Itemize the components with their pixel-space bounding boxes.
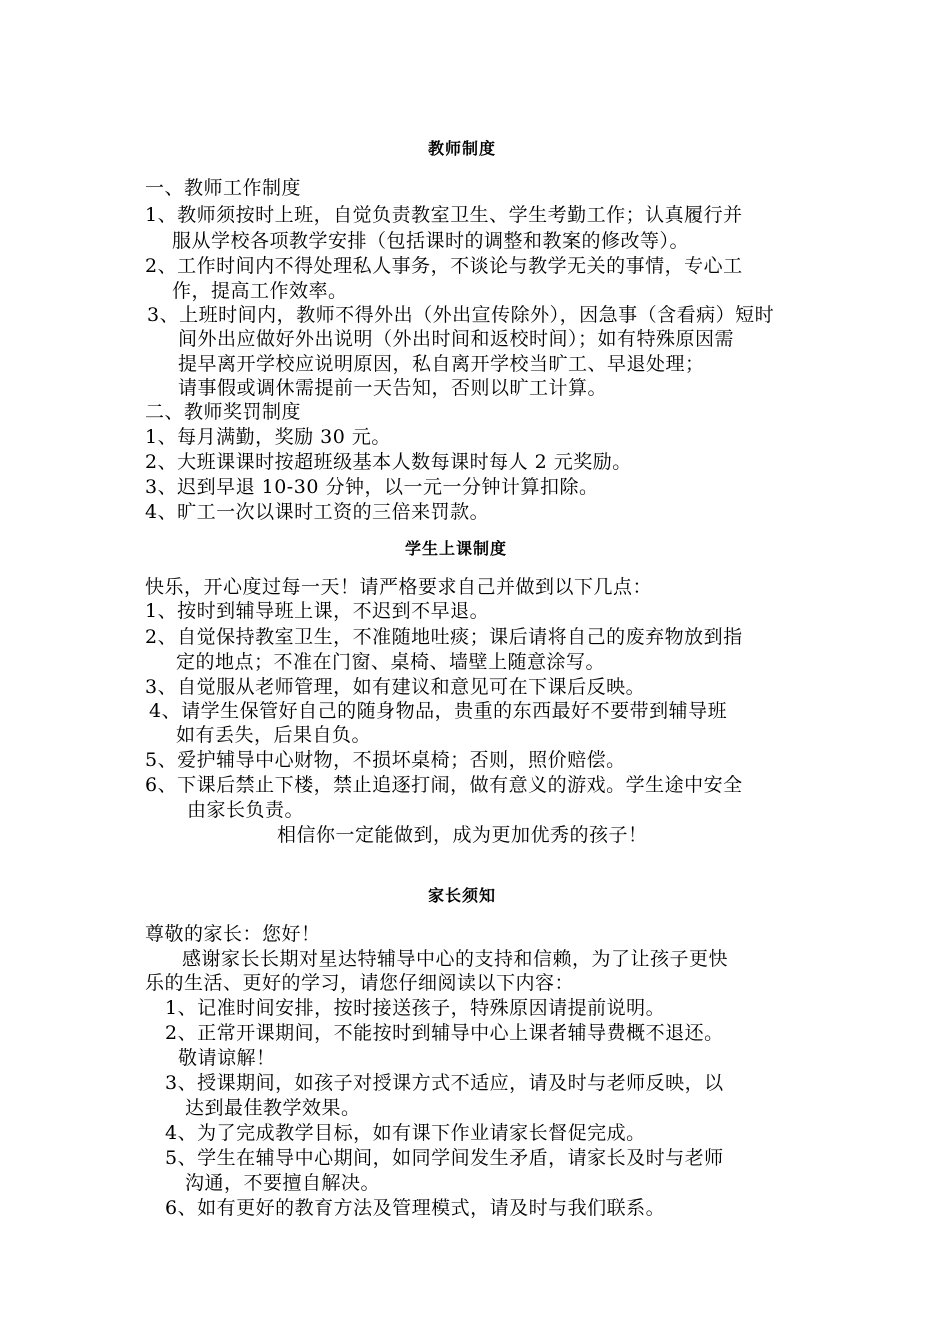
parent-notice-item: 1、记准时间安排，按时接送孩子，特殊原因请提前说明。 [165, 997, 666, 1019]
teacher-reward-item: 3、迟到早退 10-30 分钟，以一元一分钟计算扣除。 [145, 476, 599, 498]
student-rule-item: 6、下课后禁止下楼，禁止追逐打闹，做有意义的游戏。学生途中安全 [145, 774, 743, 796]
parent-intro: 感谢家长长期对星达特辅导中心的支持和信赖，为了让孩子更快 [182, 948, 729, 970]
student-rule-item: 4、请学生保管好自己的随身物品，贵重的东西最好不要带到辅导班 [149, 700, 728, 722]
student-rule-item: 定的地点；不准在门窗、桌椅、墙壁上随意涂写。 [176, 651, 606, 673]
parent-notice-title: 家长须知 [428, 886, 497, 905]
teacher-work-item: 请事假或调休需提前一天告知，否则以旷工计算。 [178, 377, 608, 399]
student-rule-item: 1、按时到辅导班上课，不迟到不早退。 [145, 600, 490, 622]
teacher-reward-heading: 二、教师奖罚制度 [145, 401, 302, 423]
parent-notice-item: 敬请谅解！ [178, 1047, 276, 1069]
teacher-work-item: 3、上班时间内，教师不得外出（外出宣传除外），因急事（含看病）短时 [147, 304, 775, 326]
student-rule-item: 3、自觉服从老师管理，如有建议和意见可在下课后反映。 [145, 676, 646, 698]
student-rule-item: 如有丢失，后果自负。 [176, 724, 372, 746]
student-rule-item: 由家长负责。 [187, 799, 305, 821]
parent-greeting: 尊敬的家长：您好！ [145, 923, 321, 945]
teacher-reward-item: 1、每月满勤，奖励 30 元。 [145, 426, 391, 448]
teacher-work-item: 服从学校各项教学安排（包括课时的调整和教案的修改等）。 [172, 230, 690, 252]
student-rule-item: 5、爱护辅导中心财物，不损坏桌椅；否则，照价赔偿。 [145, 749, 626, 771]
teacher-work-item: 间外出应做好外出说明（外出时间和返校时间）；如有特殊原因需 [178, 328, 735, 350]
teacher-work-item: 2、工作时间内不得处理私人事务，不谈论与教学无关的事情，专心工 [145, 255, 743, 277]
student-rule-item: 2、自觉保持教室卫生，不准随地吐痰；课后请将自己的废弃物放到指 [145, 626, 743, 648]
student-closing: 相信你一定能做到，成为更加优秀的孩子！ [277, 824, 648, 846]
teacher-reward-item: 2、大班课课时按超班级基本人数每课时每人 2 元奖励。 [145, 451, 632, 473]
parent-notice-item: 6、如有更好的教育方法及管理模式，请及时与我们联系。 [165, 1197, 666, 1219]
parent-intro: 乐的生活、更好的学习，请您仔细阅读以下内容： [145, 972, 575, 994]
parent-notice-item: 3、授课期间，如孩子对授课方式不适应，请及时与老师反映，以 [165, 1072, 724, 1094]
teacher-rules-title: 教师制度 [428, 139, 497, 158]
parent-notice-item: 5、学生在辅导中心期间，如同学间发生矛盾，请家长及时与老师 [165, 1147, 724, 1169]
teacher-work-item: 作，提高工作效率。 [172, 280, 348, 302]
parent-notice-item: 2、正常开课期间，不能按时到辅导中心上课者辅导费概不退还。 [165, 1022, 724, 1044]
parent-notice-item: 4、为了完成教学目标，如有课下作业请家长督促完成。 [165, 1122, 646, 1144]
teacher-reward-item: 4、旷工一次以课时工资的三倍来罚款。 [145, 501, 490, 523]
student-rules-title: 学生上课制度 [405, 539, 508, 558]
teacher-work-item: 提早离开学校应说明原因，私自离开学校当旷工、早退处理； [178, 353, 705, 375]
teacher-work-heading: 一、教师工作制度 [145, 177, 302, 199]
student-intro: 快乐，开心度过每一天！请严格要求自己并做到以下几点： [145, 576, 653, 598]
parent-notice-item: 达到最佳教学效果。 [185, 1097, 361, 1119]
teacher-work-item: 1、教师须按时上班，自觉负责教室卫生、学生考勤工作；认真履行并 [145, 204, 743, 226]
parent-notice-item: 沟通，不要擅自解决。 [185, 1172, 381, 1194]
